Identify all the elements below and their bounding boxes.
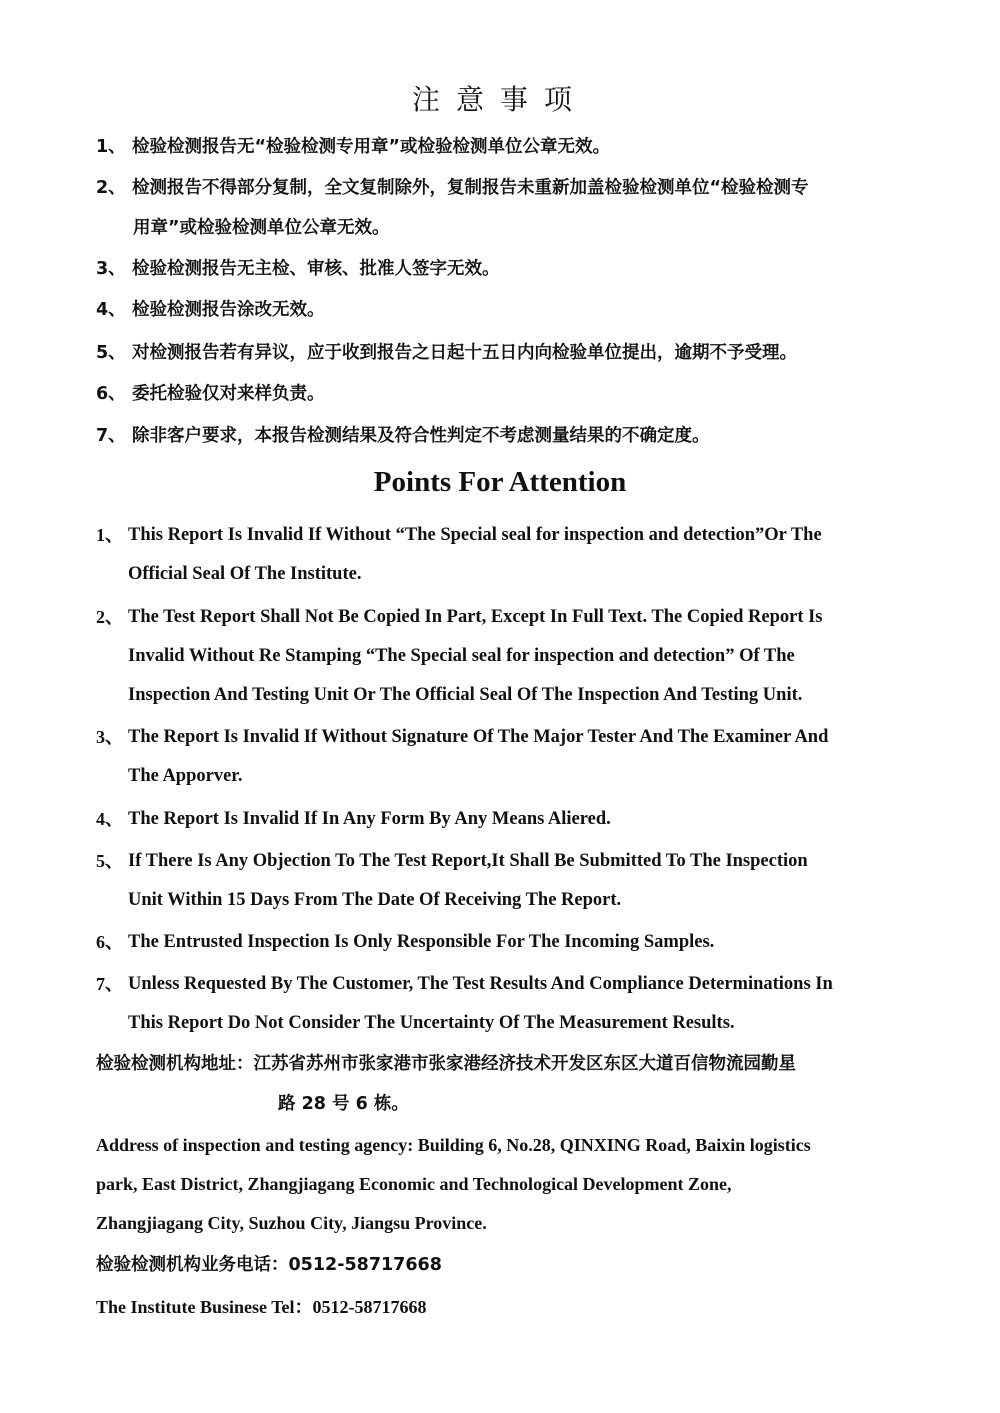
cn-item-4 bbox=[96, 300, 325, 320]
cn-item-number: 3、 bbox=[96, 259, 126, 279]
page-title-cn: 注意事项 bbox=[411, 83, 588, 116]
address-cn-label: 检验检测机构地址： bbox=[96, 1054, 254, 1074]
cn-item-text: 检验检测报告无主检、审核、批准人签字无效。 bbox=[132, 259, 500, 279]
en-item-number: 5、 bbox=[96, 851, 123, 871]
cn-item-6 bbox=[96, 384, 325, 404]
cn-item-number: 1、 bbox=[96, 137, 126, 157]
en-item-number: 2、 bbox=[96, 607, 123, 627]
cn-item-text: 检验检测报告无“检验检测专用章”或检验检测单位公章无效。 bbox=[132, 137, 611, 157]
en-item-3-line-1: The Report Is Invalid If Without Signature Of The Major Tester And The Examiner And bbox=[128, 727, 829, 747]
cn-item-2 bbox=[96, 178, 809, 198]
en-item-7-line-1: Unless Requested By The Customer, The Test Results And Compliance Determinations In bbox=[128, 974, 833, 994]
en-item-number: 6、 bbox=[96, 932, 123, 952]
en-item-2-line-3: Inspection And Testing Unit Or The Official Seal Of The Inspection And Testing Unit. bbox=[128, 685, 803, 705]
en-item-number: 3、 bbox=[96, 727, 123, 747]
cn-item-number: 6、 bbox=[96, 384, 126, 404]
cn-item-5 bbox=[96, 343, 797, 363]
en-item-6-line-1: The Entrusted Inspection Is Only Responsible For The Incoming Samples. bbox=[128, 932, 715, 952]
cn-item-text: 除非客户要求，本报告检测结果及符合性判定不考虑测量结果的不确定度。 bbox=[132, 426, 710, 446]
address-en-line-3: Zhangjiagang City, Suzhou City, Jiangsu Province. bbox=[96, 1213, 487, 1233]
en-item-5-line-2: Unit Within 15 Days From The Date Of Receiving The Report. bbox=[128, 890, 622, 910]
cn-item-text: 对检测报告若有异议，应于收到报告之日起十五日内向检验单位提出，逾期不予受理。 bbox=[132, 343, 797, 363]
en-item-3-line-2: The Apporver. bbox=[128, 766, 243, 786]
cn-item-text: 委托检验仅对来样负责。 bbox=[132, 384, 325, 404]
address-cn-line-1: 江苏省苏州市张家港市张家港经济技术开发区东区大道百信物流园勤星 bbox=[253, 1054, 796, 1074]
address-cn bbox=[96, 1053, 796, 1075]
en-item-number: 4、 bbox=[96, 809, 123, 829]
cn-item-2-continuation: 用章”或检验检测单位公章无效。 bbox=[133, 218, 390, 238]
en-item-4-line-1: The Report Is Invalid If In Any Form By Any Means Aliered. bbox=[128, 809, 611, 829]
en-item-5-line-1: If There Is Any Objection To The Test Report,It Shall Be Submitted To The Inspection bbox=[128, 851, 808, 871]
address-en-line-1: Address of inspection and testing agency: Building 6, No.28, QINXING Road, Baixin logistics bbox=[96, 1135, 811, 1155]
page-title-en: Points For Attention bbox=[373, 466, 627, 498]
en-item-2-line-2: Invalid Without Re Stamping “The Special seal for inspection and detection” Of The bbox=[128, 646, 795, 666]
cn-item-number: 4、 bbox=[96, 300, 126, 320]
en-item-number: 7、 bbox=[96, 974, 123, 994]
address-cn-line-2: 路 28 号 6 栋。 bbox=[278, 1094, 409, 1114]
en-item-1-line-1: This Report Is Invalid If Without “The Special seal for inspection and detection”Or The bbox=[128, 525, 822, 545]
en-item-1-line-2: Official Seal Of The Institute. bbox=[128, 564, 362, 584]
address-en-line-2: park, East District, Zhangjiagang Economic and Technological Development Zone, bbox=[96, 1174, 732, 1194]
cn-item-text: 检测报告不得部分复制，全文复制除外，复制报告未重新加盖检验检测单位“检验检测专 bbox=[132, 178, 809, 198]
cn-item-number: 2、 bbox=[96, 178, 126, 198]
en-item-2-line-1: The Test Report Shall Not Be Copied In Part, Except In Full Text. The Copied Report Is bbox=[128, 607, 823, 627]
cn-item-3 bbox=[96, 259, 500, 279]
tel-en: The Institute Businese Tel：0512-58717668 bbox=[96, 1297, 427, 1317]
cn-item-number: 5、 bbox=[96, 343, 126, 363]
cn-item-7 bbox=[96, 426, 710, 446]
tel-cn: 检验检测机构业务电话：0512-58717668 bbox=[96, 1255, 442, 1275]
cn-item-1 bbox=[96, 137, 610, 157]
en-item-7-line-2: This Report Do Not Consider The Uncertainty Of The Measurement Results. bbox=[128, 1013, 735, 1033]
en-item-number: 1、 bbox=[96, 525, 123, 545]
cn-item-text: 检验检测报告涂改无效。 bbox=[132, 300, 325, 320]
cn-item-number: 7、 bbox=[96, 426, 126, 446]
